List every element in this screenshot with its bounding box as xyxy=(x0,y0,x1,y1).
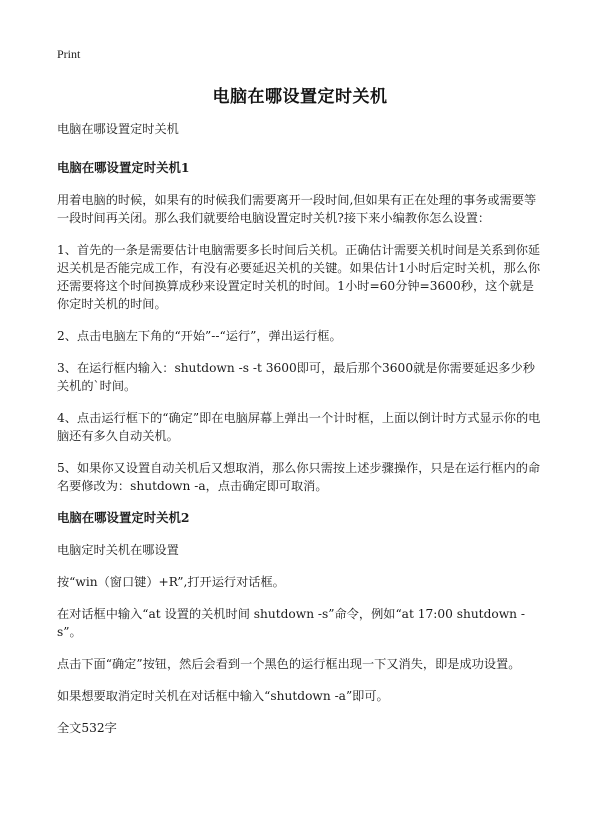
section1-step-1: 1、首先的一条是需要估计电脑需要多长时间后关机。正确估计需要关机时间是关系到你延迟关机是否能完成工作，有没有必要延迟关机的关键。如果估计1小时后定时关机，那么你还需要将这个时间换算成秒来设置定时关机的时间。1小时=60分钟=3600秒，这个就是你定时关机的时间。 xyxy=(57,243,541,311)
document-body xyxy=(57,120,545,751)
section2-paragraph-3: 在对话框中输入“at 设置的关机时间 shutdown -s”命令，例如“at 17:00 shutdown -s”。 xyxy=(57,607,525,639)
section1-heading: 电脑在哪设置定时关机1 xyxy=(57,160,190,175)
section1-intro: 用着电脑的时候，如果有的时候我们需要离开一段时间,但如果有正在处理的事务或需要等一段时间再关闭。那么我们就要给电脑设置定时关机?接下来小编教你怎么设置： xyxy=(57,193,537,225)
word-count: 全文532字 xyxy=(57,721,117,735)
document-subtitle: 电脑在哪设置定时关机 xyxy=(57,122,179,136)
section1-step-2: 2、点击电脑左下角的“开始”--“运行”，弹出运行框。 xyxy=(57,329,342,343)
section1-step-4: 4、点击运行框下的“确定”即在电脑屏幕上弹出一个计时框，上面以倒计时方式显示你的电脑还有多久自动关机。 xyxy=(57,411,541,443)
section2-paragraph-4: 点击下面“确定”按钮，然后会看到一个黑色的运行框出现一下又消失，即是成功设置。 xyxy=(57,657,521,671)
section2-paragraph-5: 如果想要取消定时关机在对话框中输入“shutdown -a”即可。 xyxy=(57,689,389,703)
section2-paragraph-1: 电脑定时关机在哪设置 xyxy=(57,543,179,557)
document-title: 电脑在哪设置定时关机 xyxy=(212,87,388,107)
section2-paragraph-2: 按“win（窗口键）+R”,打开运行对话框。 xyxy=(57,575,285,589)
section1-step-5: 5、如果你又设置自动关机后又想取消，那么你只需按上述步骤操作，只是在运行框内的命名要修改为：shutdown -a，点击确定即可取消。 xyxy=(57,461,541,493)
section1-step-3: 3、在运行框内输入：shutdown -s -t 3600即可，最后那个3600就是你需要延迟多少秒关机的`时间。 xyxy=(57,361,535,393)
section2-heading: 电脑在哪设置定时关机2 xyxy=(57,510,190,525)
print-label: Print xyxy=(57,47,81,61)
